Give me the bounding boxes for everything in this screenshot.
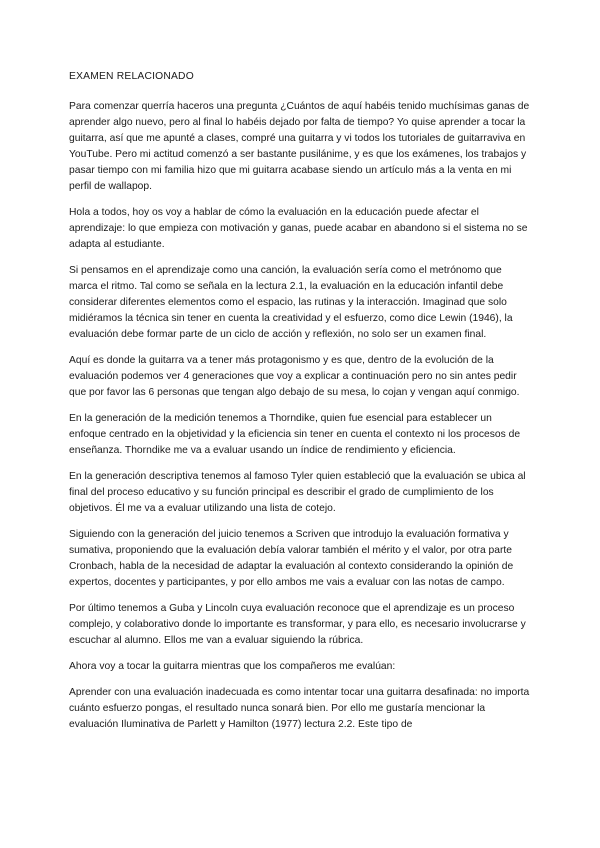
paragraph-untuned-guitar: Aprender con una evaluación inadecuada es como intentar tocar una guitarra desafinada: no importa cuánto esfuerzo pongas, el resultado nunca sonará bien. Por ello me gustaría mencionar la evaluación Iluminativa de Parlett y Hamilton (1977) lectura 2.2. Este tipo de [69,687,530,730]
paragraph-intro-question: Para comenzar querría haceros una pregunta ¿Cuántos de aquí habéis tenido muchísimas ganas de aprender algo nuevo, pero al final lo habéis dejado por falta de tiempo? Yo quise aprender a tocar la guitarra, así que me apunté a clases, compré una guitarra y vi todos los tutoriales de guitarraviva en YouTube. Pero mi actitud comenzó a ser bastante pusilánime, y es que los exámenes, los trabajos y pasar tiempo con mi familia hizo que mi guitarra acabase siendo un artículo más a la venta en mi perfil de wallapop. [69,101,530,192]
paragraph-guitar-generations: Aquí es donde la guitarra va a tener más protagonismo y es que, dentro de la evolución de la evaluación podemos ver 4 generaciones que voy a explicar a continuación pero no sin antes pedir que por favor las 6 personas que tengan algo debajo de su mesa, lo cojan y vengan aquí conmigo. [69,355,520,398]
paragraph-guba-lincoln: Por último tenemos a Guba y Lincoln cuya evaluación reconoce que el aprendizaje es un proceso complejo, y colaborativo donde lo importante es transformar, y para ello, es necesario involucrarse y escuchar al alumno. Ellos me van a evaluar siguiendo la rúbrica. [69,603,526,646]
paragraph-measurement-generation: En la generación de la medición tenemos a Thorndike, quien fue esencial para establecer un enfoque centrado en la objetividad y la eficiencia sin tener en cuenta el contexto ni los procesos de enseñanza. Thorndike me va a evaluar usando un índice de rendimiento y eficiencia. [69,413,521,456]
paragraph-greeting: Hola a todos, hoy os voy a hablar de cómo la evaluación en la educación puede afectar el aprendizaje: lo que empieza con motivación y ganas, puede acabar en abandono si el sistema no se adapta al estudiante. [69,207,528,250]
paragraph-judgment-generation: Siguiendo con la generación del juicio tenemos a Scriven que introdujo la evaluación formativa y sumativa, proponiendo que la evaluación debía valorar también el mérito y el valor, por otra parte Cronbach, habla de la necesidad de adaptar la evaluación al contexto considerando la opinión de expertos, docentes y participantes, y por ello ambos me vais a evaluar con las notas de campo. [69,529,514,588]
paragraph-play-guitar: Ahora voy a tocar la guitarra mientras que los compañeros me evalúan: [69,661,396,672]
document-body [69,69,531,743]
paragraph-descriptive-generation: En la generación descriptiva tenemos al famoso Tyler quien estableció que la evaluación se ubica al final del proceso educativo y su función principal es describir el grado de cumplimiento de los objetivos. Él me va a evaluar utilizando una lista de cotejo. [69,471,526,514]
paragraph-metronome: Si pensamos en el aprendizaje como una canción, la evaluación sería como el metrónomo que marca el ritmo. Tal como se señala en la lectura 2.1, la evaluación en la educación infantil debe considerar diferentes elementos como el espacio, las rutinas y la interacción. Imaginad que solo midiéramos la técnica sin tener en cuenta la creatividad y el esfuerzo, como dice Lewin (1946), la evaluación debe formar parte de un ciclo de acción y reflexión, no solo ser un examen final. [69,265,513,340]
document-title: EXAMEN RELACIONADO [69,71,194,82]
